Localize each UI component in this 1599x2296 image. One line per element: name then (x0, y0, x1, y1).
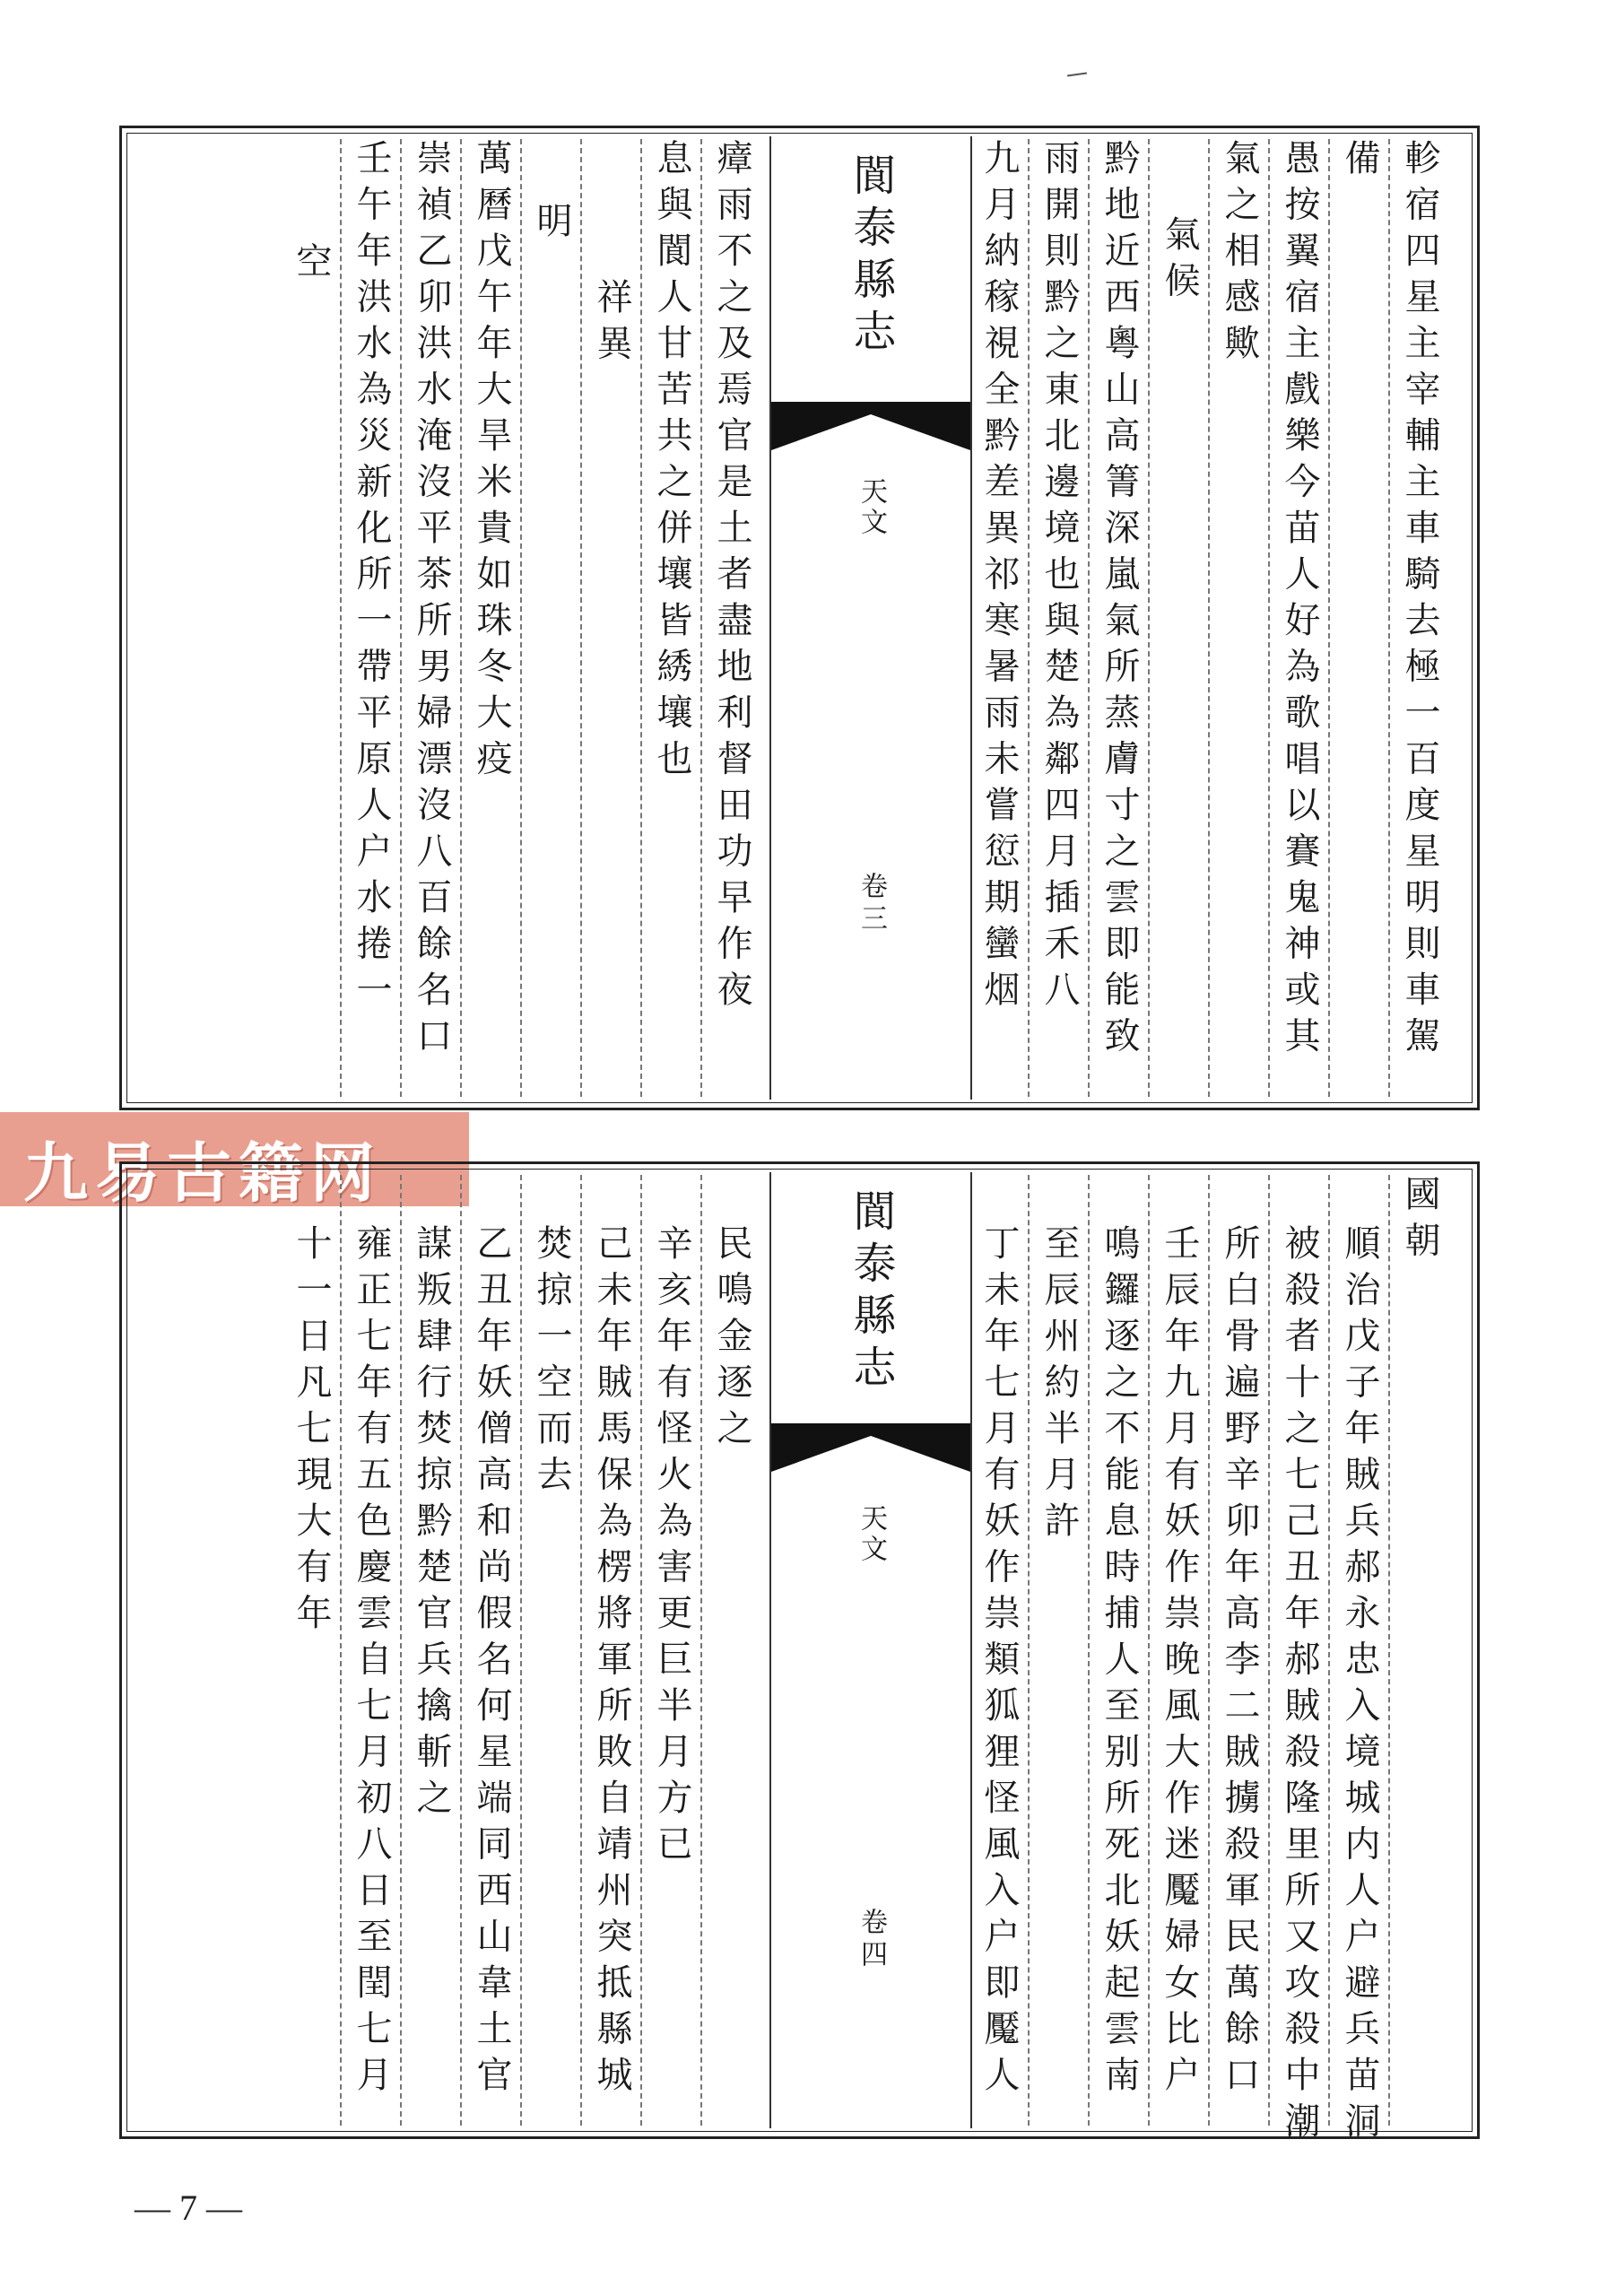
fishtail-ornament (771, 402, 970, 450)
text-column: 崇禎乙卯洪水淹沒平茶所男婦漂沒八百餘名口 (411, 139, 452, 1063)
center-strip (769, 1172, 972, 2128)
text-column: 被殺者十之七己丑年郝賊殺隆里所又攻殺中潮 (1279, 1224, 1320, 2148)
column-rule (1268, 1175, 1270, 2126)
column-rule (1088, 139, 1090, 1097)
fishtail-ornament (771, 1423, 970, 1472)
dynasty-heading: 明 (531, 202, 572, 248)
text-column: 焚掠一空而去 (531, 1224, 572, 1501)
column-rule (1148, 1175, 1150, 2126)
text-column: 丁未年七月有妖作祟類狐狸怪風入户即魘人 (978, 1224, 1020, 2102)
column-rule (580, 1175, 582, 2126)
text-column: 謀叛肆行焚掠黔楚官兵擒斬之 (411, 1224, 452, 1825)
text-column: 萬曆戊午年大旱米貴如珠冬大疫 (471, 139, 512, 786)
text-column: 軫宿四星主宰輔主車騎去極一百度星明則車駕 (1399, 139, 1440, 1063)
text-column: 瘴雨不之及焉官是土者盡地利督田功早作夜 (711, 139, 752, 1017)
text-column: 民鳴金逐之 (711, 1224, 752, 1456)
column-rule (400, 1175, 402, 2126)
column-rule (1328, 139, 1330, 1097)
upper-page-frame (119, 126, 1480, 1110)
text-column: 至辰州約半月許 (1038, 1224, 1080, 1548)
stray-mark (1067, 72, 1087, 76)
text-column: 九月納稼視全黔差異祁寒暑雨未嘗愆期蠻烟 (978, 139, 1020, 1017)
watermark-text: 九易古籍网 (23, 1135, 383, 1211)
column-rule (1028, 139, 1030, 1097)
section-heading: 氣候 (1159, 215, 1200, 308)
text-column: 備 (1339, 139, 1380, 186)
dynasty-heading: 國朝 (1399, 1175, 1440, 1267)
text-column: 息與閬人甘苦共之併壤皆綉壤也 (651, 139, 692, 786)
column-rule (1208, 139, 1210, 1097)
text-column: 所白骨遍野辛卯年高李二賊擄殺軍民萬餘口 (1219, 1224, 1260, 2102)
text-column: 辛亥年有怪火為害更巨半月方已 (651, 1224, 692, 1871)
column-rule (1208, 1175, 1210, 2126)
center-title: 閬泰縣志 (846, 152, 896, 361)
column-rule (1088, 1175, 1090, 2126)
text-column: 空 (291, 242, 332, 289)
center-title: 閬泰縣志 (846, 1188, 896, 1396)
column-rule (1148, 139, 1150, 1097)
section-label: 天文 (856, 477, 887, 538)
volume-label: 卷三 (856, 872, 887, 936)
column-rule (640, 1175, 642, 2126)
column-rule (1388, 139, 1390, 1097)
column-rule (1388, 1175, 1390, 2126)
column-rule (1028, 1175, 1030, 2126)
text-column: 雍正七年有五色慶雲自七月初八日至閏七月 (351, 1224, 392, 2102)
column-rule (340, 139, 342, 1097)
section-label: 天文 (856, 1504, 887, 1565)
text-column: 乙丑年妖僧高和尚假名何星端同西山韋土官 (471, 1224, 512, 2102)
text-column: 氣之相感歟 (1219, 139, 1260, 370)
text-column: 順治戊子年賊兵郝永忠入境城内人户避兵苗洞 (1339, 1224, 1380, 2148)
text-column: 黔地近西粵山高箐深嵐氣所蒸膚寸之雲即能致 (1099, 139, 1140, 1063)
text-column: 鳴鑼逐之不能息時捕人至别所死北妖起雲南 (1099, 1224, 1140, 2102)
column-rule (700, 1175, 702, 2126)
lower-page-frame (119, 1161, 1480, 2148)
column-rule (460, 139, 462, 1097)
column-rule (580, 139, 582, 1097)
column-rule (340, 1175, 342, 2126)
volume-label: 卷四 (856, 1908, 887, 1972)
text-column: 壬午年洪水為災新化所一帶平原人户水捲一 (351, 139, 392, 1017)
column-rule (460, 1175, 462, 2126)
column-rule (700, 139, 702, 1097)
column-rule (640, 139, 642, 1097)
column-rule (520, 139, 522, 1097)
text-column: 十一日凡七現大有年 (291, 1224, 332, 1640)
text-column: 己未年賊馬保為楞將軍所敗自靖州突抵縣城 (591, 1224, 632, 2102)
column-rule (400, 139, 402, 1097)
text-column: 壬辰年九月有妖作祟晚風大作迷魘婦女比户 (1159, 1224, 1200, 2102)
column-rule (520, 1175, 522, 2126)
text-column: 雨開則黔之東北邊境也與楚為鄰四月插禾八 (1038, 139, 1080, 1017)
column-rule (1328, 1175, 1330, 2126)
column-rule (1268, 139, 1270, 1097)
center-strip (769, 136, 972, 1100)
page-number: — 7 — (135, 2187, 242, 2228)
section-heading: 祥異 (591, 278, 632, 370)
text-column: 愚按翼宿主戲樂今苗人好為歌唱以賽鬼神或其 (1279, 139, 1320, 1063)
